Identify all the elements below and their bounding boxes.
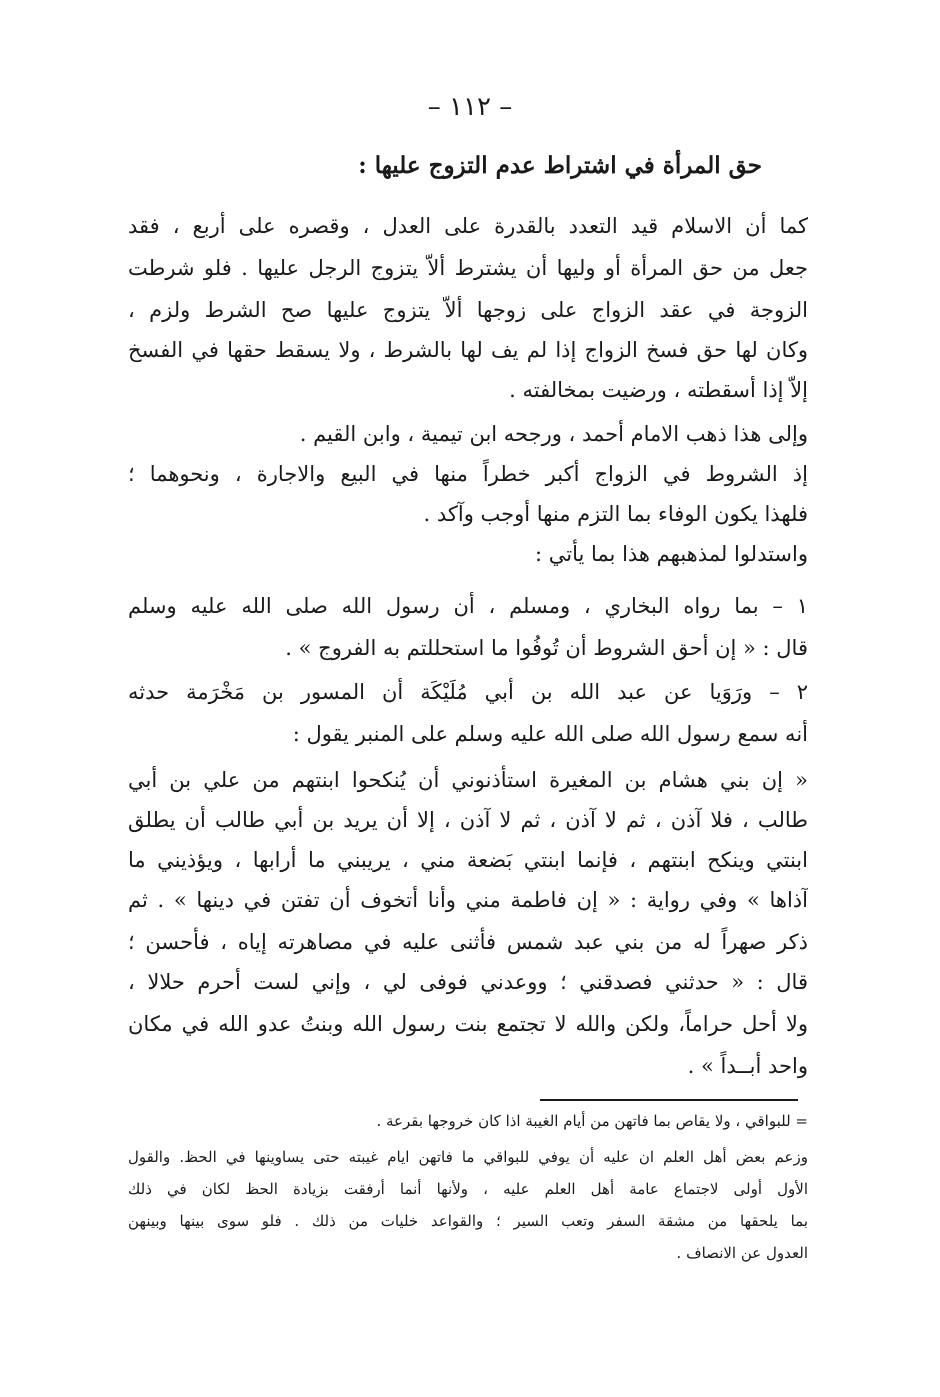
body-line: أنه سمع رسول الله صلى الله عليه وسلم على المنبر يقول :	[292, 722, 808, 746]
footnote-line: وزعم بعض أهل العلم ان عليه أن يوفي للبواقي ما فاتهن ايام غيبته حتى يساوينها في الحظ. والقول	[128, 1148, 808, 1166]
body-line: جعل من حق المرأة أو وليها أن يشترط ألاّ يتزوج الرجل عليها . فلو شرطت	[128, 256, 808, 280]
body-line: آذاها » وفي رواية : « إن فاطمة مني وأنا أتخوف أن تفتن في دينها » . ثم	[128, 888, 808, 912]
body-line: كما أن الاسلام قيد التعدد بالقدرة على العدل ، وقصره على أربع ، فقد	[128, 214, 808, 238]
body-line: واحد أبــداً » .	[687, 1054, 808, 1078]
body-line: وكان لها حق فسخ الزواج إذا لم يف لها بالشرط ، ولا يسقط حقها في الفسخ	[128, 338, 808, 362]
body-line: ولا أحل حراماً، ولكن والله لا تجتمع بنت رسول الله وبنتُ عدو الله في مكان	[128, 1012, 808, 1036]
body-line: ١ – بما رواه البخاري ، ومسلم ، أن رسول الله صلى الله عليه وسلم	[128, 594, 808, 618]
body-line: قال : « حدثني فصدقني ؛ ووعدني فوفى لي ، وإني لست أحرم حلالا ،	[128, 970, 808, 994]
body-line: وإلى هذا ذهب الامام أحمد ، ورجحه ابن تيمية ، وابن القيم .	[299, 422, 808, 446]
body-line: إذ الشروط في الزواج أكبر خطراً منها في البيع والاجارة ، ونحوهما ؛	[128, 462, 808, 486]
page-number: – ١١٢ –	[427, 92, 513, 122]
footnote-line: العدول عن الانصاف .	[676, 1244, 808, 1262]
body-line: ذكر صهراً له من بني عبد شمس فأثنى عليه في مصاهرته إياه ، فأحسن ؛	[128, 930, 808, 954]
body-line: واستدلوا لمذهبهم هذا بما يأتي :	[535, 542, 808, 566]
body-line: طالب ، فلا آذن ، ثم لا آذن ، ثم لا آذن ، إلا أن يريد بن أبي طالب أن يطلق	[128, 808, 808, 832]
body-line: الزوجة في عقد الزواج على زوجها ألاّ يتزوج عليها صح الشرط ولزم ،	[128, 298, 808, 322]
body-line: فلهذا يكون الوفاء بما التزم منها أوجب وآكد .	[423, 502, 808, 526]
footnote-line: بما يلحقها من مشقة السفر وتعب السير ؛ والقواعد خليات من ذلك . فلو سوى بينها وبينهن	[128, 1212, 808, 1230]
section-heading: حق المرأة في اشتراط عدم التزوج عليها :	[358, 152, 762, 179]
body-line: ٢ – ورَوَيا عن عبد الله بن أبي مُلَيْكَة أن المسور بن مَخْرَمة حدثه	[128, 680, 808, 704]
footnote-divider	[540, 1099, 798, 1101]
footnote-line: الأول أولى لاجتماع عامة أهل العلم عليه ، ولأنها أنما أرفقت بزيادة الحظ لكان في ذلك	[128, 1180, 808, 1198]
body-line: قال : « إن أحق الشروط أن تُوفُوا ما استحللتم به الفروج » .	[285, 636, 808, 660]
body-line: إلاّ إذا أسقطته ، ورضيت بمخالفته .	[509, 378, 808, 402]
body-line: ابنتي وينكح ابنتهم ، فإنما ابنتي بَضعة مني ، يريبني ما أرابها ، ويؤذيني ما	[128, 848, 808, 872]
footnote-line: = للبواقي ، ولا يقاص بما فاتهن من أيام الغيبة اذا كان خروجها بقرعة .	[376, 1112, 808, 1130]
body-line: « إن بني هشام بن المغيرة استأذنوني أن يُنكحوا ابنتهم من علي بن أبي	[128, 768, 808, 792]
